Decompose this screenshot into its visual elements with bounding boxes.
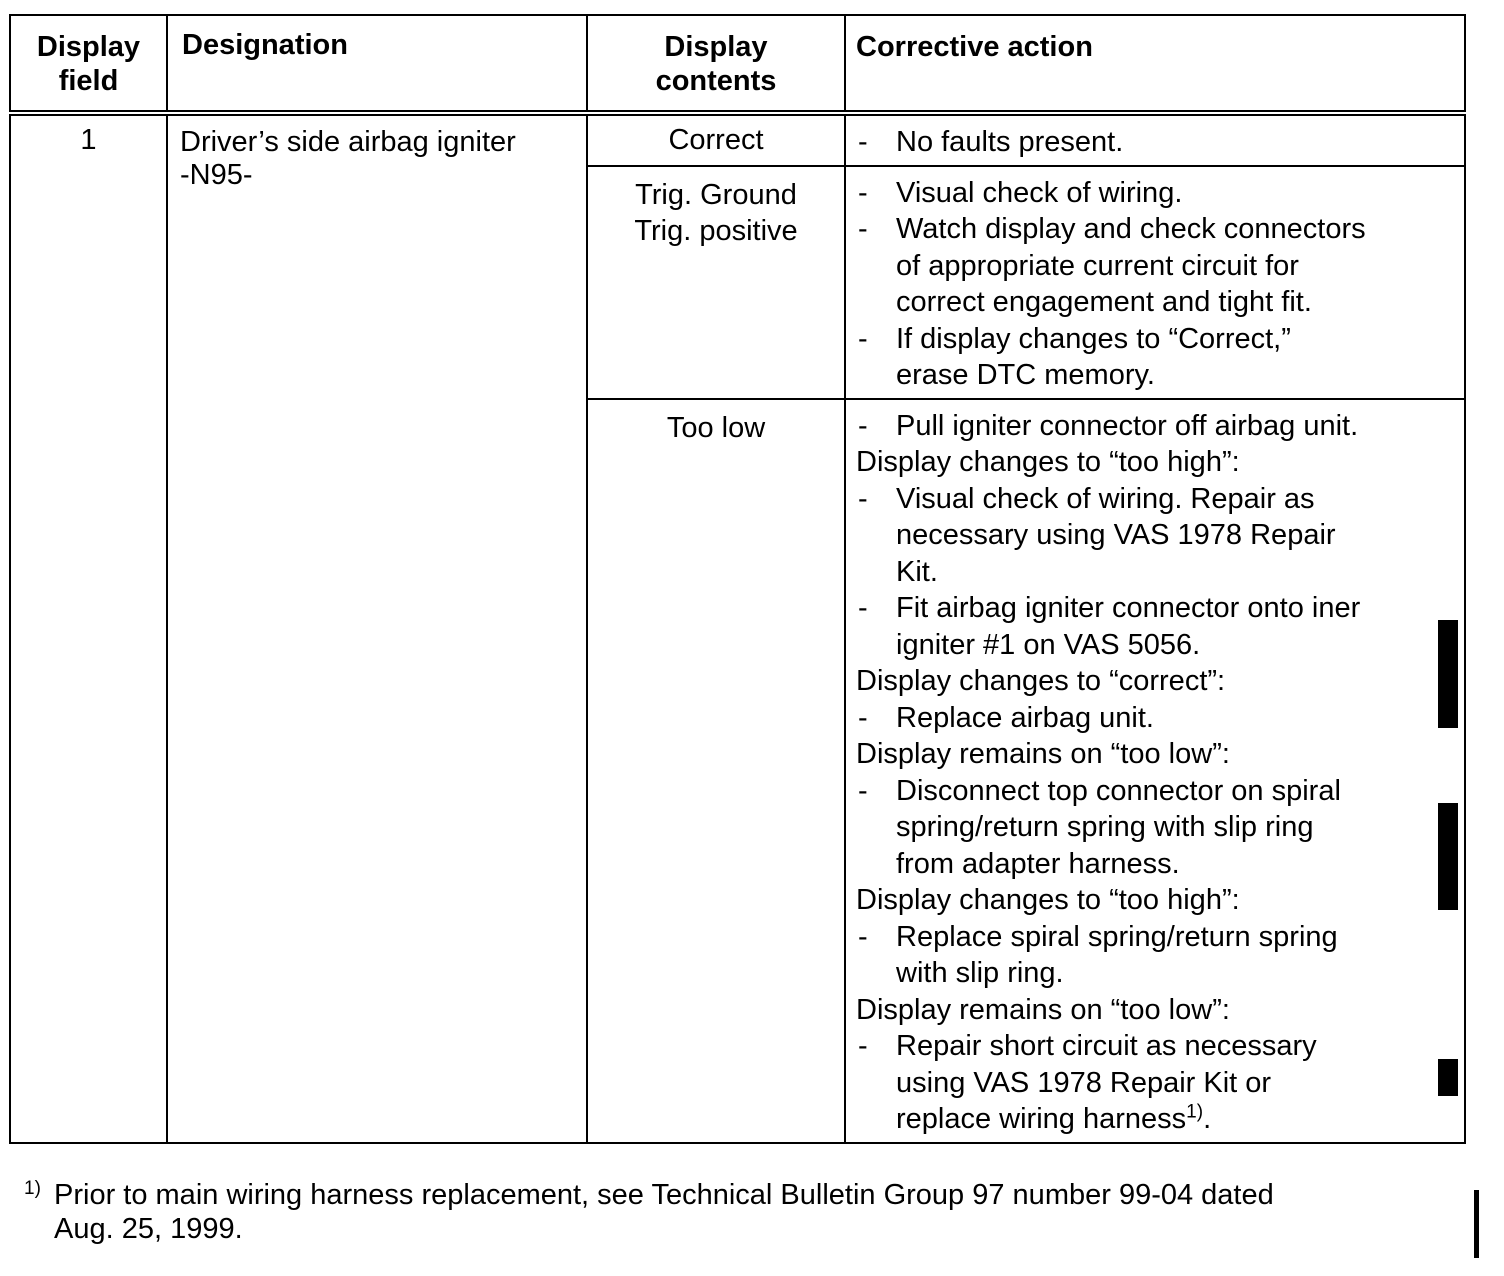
- bullet-dash: -: [858, 592, 868, 624]
- bullet-dash: -: [858, 126, 868, 158]
- display-contents-line: Trig. Ground: [635, 178, 797, 211]
- designation-cell: [167, 113, 587, 1143]
- action-line: Pull igniter connector off airbag unit.: [896, 409, 1359, 442]
- action-step: [856, 773, 1458, 883]
- action-line: Repair short circuit as necessary: [896, 1030, 1317, 1062]
- change-bar: [1438, 1059, 1458, 1096]
- header-line: field: [58, 65, 119, 97]
- action-step: [856, 124, 1458, 161]
- action-step: [856, 175, 1458, 212]
- change-bar: [1438, 803, 1458, 910]
- action-line: from adapter harness.: [896, 847, 1180, 880]
- action-line: using VAS 1978 Repair Kit or: [896, 1066, 1272, 1099]
- table-row: [10, 113, 1465, 166]
- action-condition: [856, 992, 1458, 1029]
- footnote-mark: 1): [24, 1178, 41, 1199]
- display-contents-cell: [587, 166, 845, 399]
- action-step: [856, 919, 1458, 992]
- bullet-dash: -: [858, 409, 868, 442]
- bullet-dash: -: [858, 920, 868, 953]
- action-line: erase DTC memory.: [896, 359, 1155, 391]
- footnote-ref: 1): [1186, 1101, 1204, 1123]
- display-field-cell: 1: [10, 113, 167, 1143]
- action-line: Replace airbag unit.: [896, 701, 1154, 734]
- action-line: Display changes to “correct”:: [856, 665, 1226, 697]
- action-line: Kit.: [896, 555, 938, 588]
- display-contents-line: Too low: [666, 411, 766, 444]
- bullet-dash: -: [858, 701, 868, 734]
- bullet-dash: -: [858, 322, 868, 355]
- action-step: [856, 408, 1458, 445]
- action-line: Visual check of wiring. Repair as: [896, 482, 1315, 515]
- display-contents-cell: [587, 399, 845, 1143]
- action-step: [856, 211, 1458, 321]
- display-contents-line: Trig. positive: [634, 214, 798, 247]
- bullet-dash: -: [858, 774, 868, 807]
- header-display-contents: [587, 15, 845, 113]
- action-step: [856, 481, 1458, 591]
- bullet-dash: -: [858, 213, 868, 245]
- corrective-action-cell: [845, 166, 1465, 399]
- action-line: Display remains on “too low”:: [856, 738, 1230, 770]
- change-bar: [1438, 620, 1458, 728]
- action-line: necessary using VAS 1978 Repair: [896, 519, 1336, 551]
- action-line: No faults present.: [896, 126, 1124, 158]
- footnote: [24, 1178, 1464, 1246]
- fault-table: [9, 14, 1466, 1144]
- action-condition: [856, 736, 1458, 773]
- header-designation: Designation: [167, 15, 587, 113]
- margin-rule: [1474, 1190, 1479, 1258]
- header-line: Display: [664, 31, 768, 63]
- action-line-text: replace wiring harness: [896, 1103, 1187, 1135]
- action-line: spring/return spring with slip ring: [896, 811, 1314, 843]
- action-line: Fit airbag igniter connector onto iner: [896, 592, 1361, 624]
- action-line: Display changes to “too high”:: [856, 446, 1240, 478]
- action-step: [856, 321, 1458, 394]
- header-row: [10, 15, 1465, 113]
- action-step: [856, 590, 1458, 663]
- action-condition: [856, 444, 1458, 481]
- action-line: of appropriate current circuit for: [896, 249, 1299, 282]
- action-line: with slip ring.: [896, 957, 1064, 989]
- header-corrective-action: Corrective action: [845, 15, 1465, 113]
- action-line: Visual check of wiring.: [896, 176, 1183, 209]
- action-step: [856, 1028, 1458, 1138]
- action-line: [896, 1101, 1458, 1138]
- action-line: igniter #1 on VAS 5056.: [896, 628, 1201, 661]
- bullet-dash: -: [858, 482, 868, 515]
- designation-line: -N95-: [180, 159, 253, 191]
- display-contents-cell: [587, 113, 845, 166]
- action-condition: [856, 663, 1458, 700]
- footnote-line: Aug. 25, 1999.: [54, 1213, 243, 1245]
- display-contents-line: Correct: [668, 124, 764, 156]
- corrective-action-cell: [845, 399, 1465, 1143]
- bullet-dash: -: [858, 1030, 868, 1062]
- header-line: contents: [655, 65, 777, 97]
- footnote-line: Prior to main wiring harness replacement, see Technical Bulletin Group 97 number 99-04 dated: [54, 1179, 1274, 1211]
- action-line: Display changes to “too high”:: [856, 884, 1240, 916]
- action-line: Display remains on “too low”:: [856, 993, 1230, 1026]
- action-step: [856, 700, 1458, 737]
- header-line: Display: [36, 31, 141, 63]
- corrective-action-cell: [845, 113, 1465, 166]
- action-line: If display changes to “Correct,”: [896, 322, 1291, 355]
- action-line: correct engagement and tight fit.: [896, 286, 1312, 318]
- designation-line: Driver’s side airbag igniter: [180, 126, 516, 158]
- action-line: Disconnect top connector on spiral: [896, 774, 1341, 807]
- action-condition: [856, 882, 1458, 919]
- header-display-field: [10, 15, 167, 113]
- action-line: Replace spiral spring/return spring: [896, 920, 1338, 953]
- action-line-tail: .: [1203, 1103, 1212, 1135]
- bullet-dash: -: [858, 176, 868, 209]
- action-line: Watch display and check connectors: [896, 213, 1366, 245]
